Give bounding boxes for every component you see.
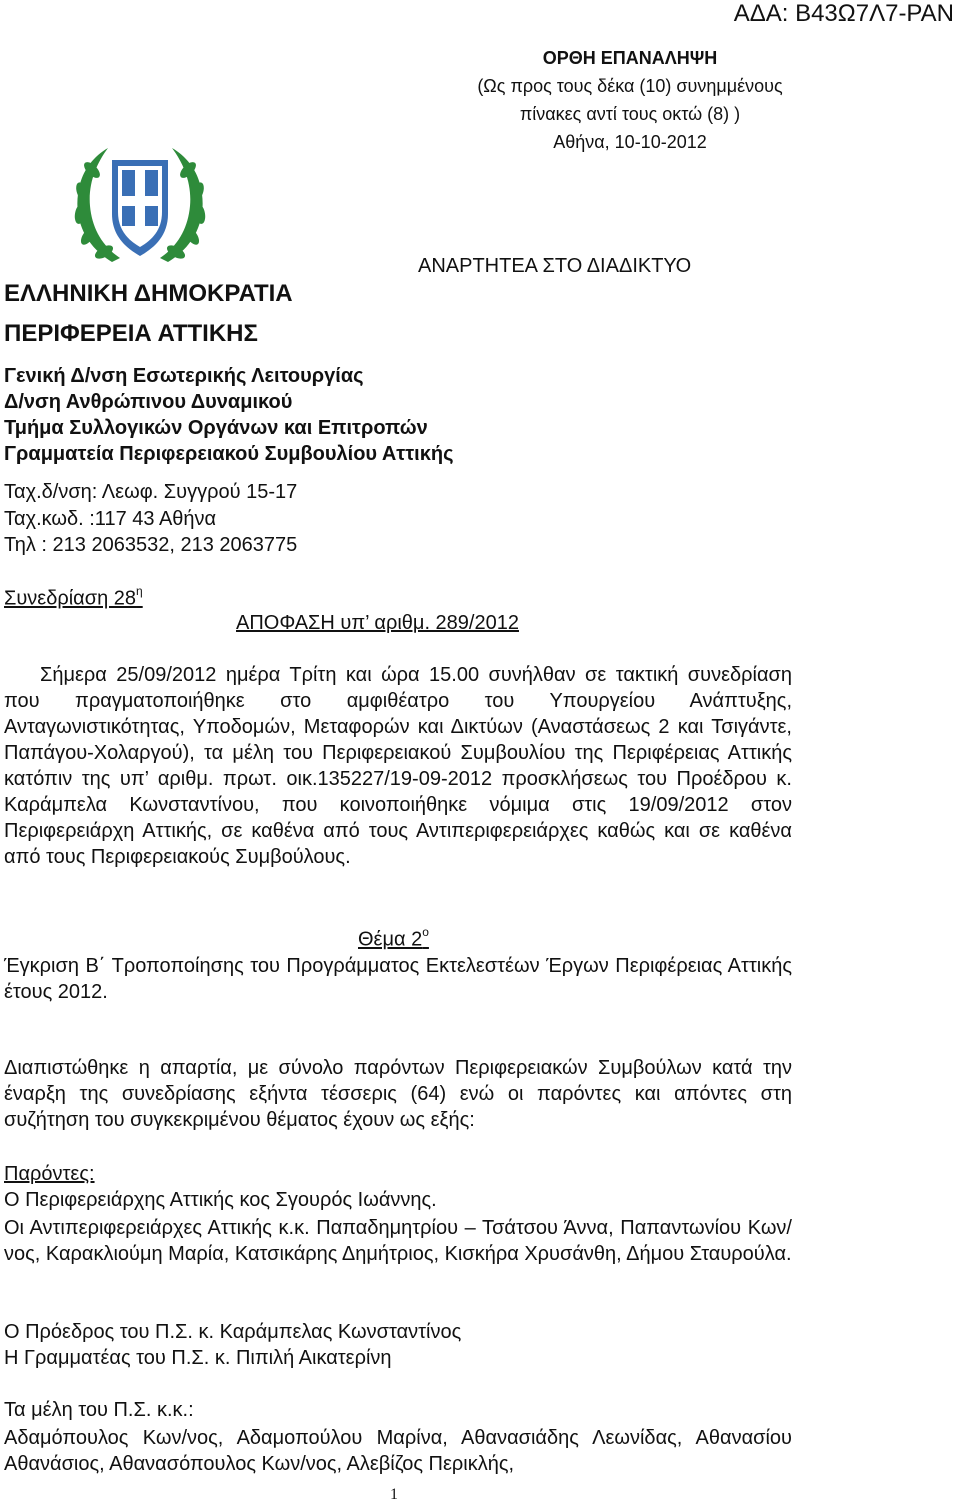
department-line: Γενική Δ/νση Εσωτερικής Λειτουργίας [4,365,364,387]
correction-block [430,44,830,156]
members-label: Τα μέλη του Π.Σ. κ.κ.: [4,1399,194,1421]
department-line: Γραμματεία Περιφερειακού Συμβουλίου Αττικής [4,443,454,465]
topic-label: Θέμα 2 [358,928,423,951]
correction-note-line1: (Ως προς τους δέκα (10) συνημμένους [477,76,783,96]
governor-line: Ο Περιφερειάρχης Αττικής κος Σγουρός Ιωάννης. [4,1189,437,1211]
members-paragraph: Αδαμόπουλος Κων/νος, Αδαμοπούλου Μαρίνα, Αθανασιάδης Λεωνίδας, Αθανασίου Αθανάσιος, Αθανασόπουλος Κων/νος, Αλεβίζος Περικλής, [4,1427,792,1475]
correction-note-line2: πίνακες αντί τους οκτώ (8) ) [519,104,741,124]
deputies-paragraph: Οι Αντιπεριφερειάρχες Αττικής κ.κ. Παπαδημητρίου – Τσάτσου Άννα, Παπαντωνίου Κων/νος, Καρακλιούμη Μαρία, Κατσικάρης Δημήτριος, Κισκήρα Χρυσάνθη, Δήμου Σταυρούλα. [4,1217,792,1265]
republic-heading: ΕΛΛΗΝΙΚΗ ΔΗΜΟΚΡΑΤΙΑ [4,280,293,307]
correction-date: Αθήνα, 10-10-2012 [553,132,707,152]
topic-text: Έγκριση Β΄ Τροποποίησης του Προγράμματος Εκτελεστέων Έργων Περιφέρειας Αττικής έτους 2012. [4,955,792,1003]
postcode-line: Ταχ.κωδ. :117 43 Αθήνα [4,508,217,530]
session-label: Συνεδρίαση 28 [4,587,137,610]
session-sup: η [136,584,143,598]
decision-number: ΑΠΟΦΑΣΗ υπ’ αριθμ. 289/2012 [236,612,519,634]
region-heading: ΠΕΡΙΦΕΡΕΙΑ ΑΤΤΙΚΗΣ [4,320,258,347]
department-line: Τμήμα Συλλογικών Οργάνων και Επιτροπών [4,417,428,439]
address-line: Ταχ.δ/νση: Λεωφ. Συγγρού 15-17 [4,481,298,503]
intro-paragraph: Σήμερα 25/09/2012 ημέρα Τρίτη και ώρα 15.00 συνήλθαν σε τακτική συνεδρίαση που πραγματοποιήθηκε στο αμφιθέατρο του Υπουργείου Ανάπτυξης, Ανταγωνιστικότητας, Υποδομών, Μεταφορών και Δικτύων (Αναστάσεως 2 και Τσιγάντε, Παπάγου-Χολαργού), τα μέλη του Περιφερειακού Συμβουλίου της Περιφέρειας Αττικής κατόπιν της υπ’ αριθμ. πρωτ. οικ.135227/19-09-2012 προσκλήσεως του Προέδρου κ. Καράμπελα Κωνσταντίνου, που κοινοποιήθηκε νόμιμα στις 19/09/2012 στον Περιφερειάρχη Αττικής, σε καθένα από τους Αντιπεριφερειάρχες καθώς και σε καθένα από τους Περιφερειακούς Συμβούλους. [4,664,792,868]
phone-line: Τηλ : 213 2063532, 213 2063775 [4,534,298,556]
greek-coat-of-arms-icon [72,144,208,268]
topic-sup: ο [422,925,429,939]
ada-code: ΑΔΑ: Β43Ω7Λ7-ΡΑΝ [733,0,954,27]
session-heading [4,586,143,611]
quorum-paragraph: Διαπιστώθηκε η απαρτία, με σύνολο παρόντων Περιφερειακών Συμβούλων κατά την έναρξη της συνεδρίασης εξήντα τέσσερις (64) ενώ οι παρόντες και απόντες στη συζήτηση του συγκεκριμένου θέματος έχουν ως εξής: [4,1057,792,1131]
department-line: Δ/νση Ανθρώπινου Δυναμικού [4,391,293,413]
secretary-line: Η Γραμματέας του Π.Σ. κ. Πιπιλή Αικατερίνη [4,1347,392,1369]
correction-title: ΟΡΘΗ ΕΠΑΝΑΛΗΨΗ [542,48,718,68]
post-label: ΑΝΑΡΤΗΤΕΑ ΣΤΟ ΔΙΑΔΙΚΤΥΟ [418,255,692,277]
topic-heading [358,927,429,952]
president-line: Ο Πρόεδρος του Π.Σ. κ. Καράμπελας Κωνσταντίνος [4,1321,462,1343]
present-label: Παρόντες: [4,1163,95,1185]
page-number: 1 [390,1486,398,1503]
